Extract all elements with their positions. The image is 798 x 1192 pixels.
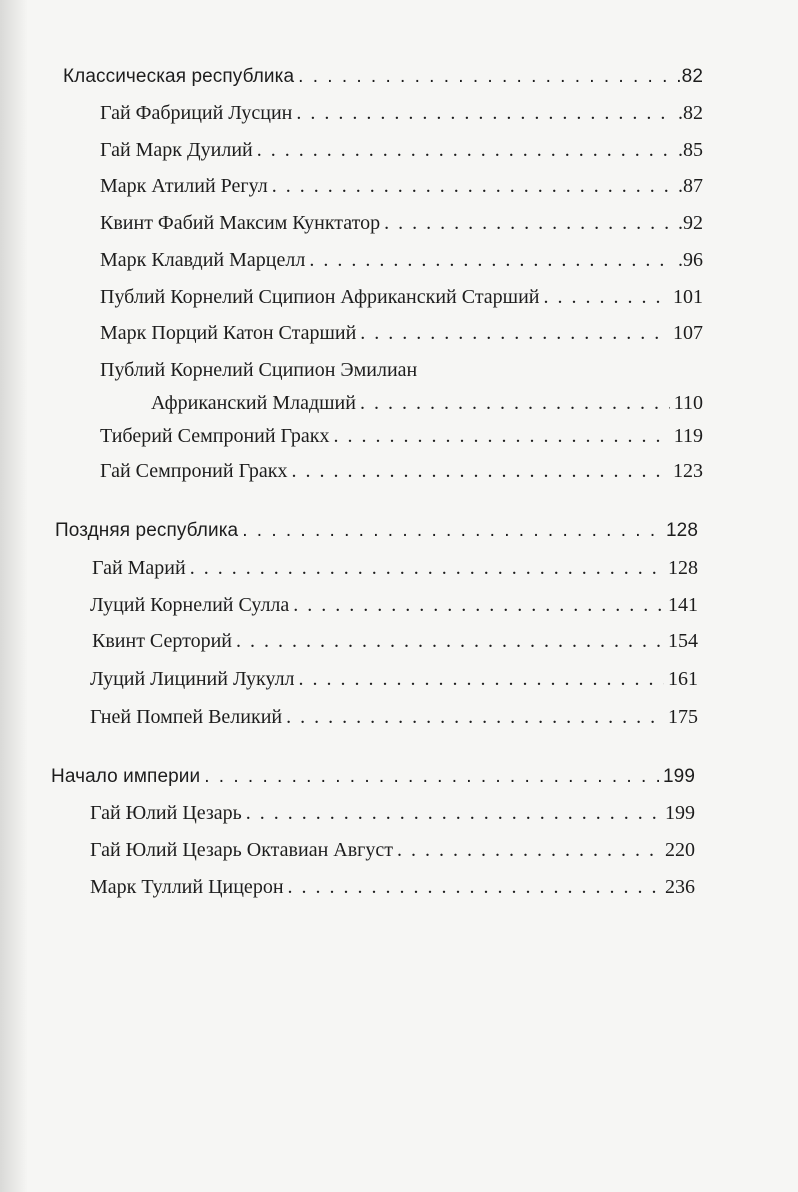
entry-title: Гней Помпей Великий <box>90 706 283 728</box>
entry-title: Гай Семпроний Гракх <box>100 460 288 482</box>
toc-entry[interactable] <box>90 706 698 740</box>
page-number: .96 <box>678 249 703 271</box>
dot-leader <box>257 139 674 162</box>
page-number: 220 <box>665 839 695 861</box>
toc-entry[interactable] <box>100 102 703 136</box>
dot-leader <box>288 876 661 899</box>
entry-title: Публий Корнелий Сципион Африканский Старший <box>100 286 540 308</box>
page-number: .82 <box>676 66 703 87</box>
entry-title: Марк Туллий Цицерон <box>90 876 284 898</box>
dot-leader <box>272 175 674 198</box>
toc-entry[interactable] <box>90 802 695 836</box>
page-number: 107 <box>673 322 703 344</box>
page-number: .85 <box>678 139 703 161</box>
page-number: .82 <box>678 102 703 124</box>
page-number: 175 <box>668 706 698 728</box>
section-title: Классическая республика <box>63 66 295 87</box>
toc-entry[interactable] <box>100 139 703 173</box>
page-number: 161 <box>668 668 698 690</box>
toc-entry[interactable] <box>100 460 703 494</box>
toc-entry[interactable] <box>100 212 703 246</box>
section-title: Поздняя республика <box>55 520 239 541</box>
page-number: 110 <box>673 392 703 414</box>
toc-entry[interactable] <box>92 630 698 664</box>
dot-leader <box>291 460 669 483</box>
toc-entry[interactable] <box>90 594 698 628</box>
toc-section-heading[interactable] <box>51 766 695 800</box>
dot-leader <box>246 802 661 825</box>
dot-leader <box>384 212 674 235</box>
page-number: 128 <box>668 557 698 579</box>
toc-entry[interactable] <box>90 839 695 873</box>
dot-leader <box>544 286 670 309</box>
entry-title: Луций Корнелий Сулла <box>90 594 290 616</box>
dot-leader <box>299 668 664 691</box>
page-number: 199 <box>662 766 695 787</box>
entry-title-line-1[interactable]: Публий Корнелий Сципион Эмилиан <box>100 359 418 381</box>
entry-title: Марк Порций Катон Старший <box>100 322 357 344</box>
entry-title: Тиберий Семпроний Гракх <box>100 425 330 447</box>
dot-leader <box>298 66 672 88</box>
page-number: 141 <box>668 594 698 616</box>
entry-title: Марк Клавдий Марцелл <box>100 249 306 271</box>
dot-leader <box>293 594 664 617</box>
page-number: 123 <box>673 460 703 482</box>
dot-leader <box>286 706 664 729</box>
dot-leader <box>397 839 661 862</box>
toc-entry[interactable] <box>100 249 703 283</box>
dot-leader <box>360 322 669 345</box>
entry-title: Гай Юлий Цезарь Октавиан Август <box>90 839 393 861</box>
toc-entry[interactable] <box>92 557 698 591</box>
dot-leader <box>333 425 669 448</box>
toc-entry[interactable] <box>90 876 695 910</box>
entry-title: Квинт Фабий Максим Кунктатор <box>100 212 381 234</box>
section-title: Начало империи <box>51 766 201 787</box>
entry-title: Гай Юлий Цезарь <box>90 802 242 824</box>
toc-entry[interactable] <box>100 322 703 356</box>
toc-entry[interactable] <box>90 668 698 702</box>
entry-title-line-2: Африканский Младший <box>151 392 356 414</box>
dot-leader <box>309 249 674 272</box>
toc-entry[interactable] <box>151 392 703 426</box>
page-number: 236 <box>665 876 695 898</box>
entry-title: Луций Лициний Лукулл <box>90 668 295 690</box>
page-number: 199 <box>665 802 695 824</box>
page-number: 101 <box>673 286 703 308</box>
page-number: .92 <box>678 212 703 234</box>
toc-entry[interactable] <box>100 425 703 459</box>
page-number: 119 <box>673 425 703 447</box>
dot-leader <box>242 520 662 542</box>
dot-leader <box>236 630 664 653</box>
toc-section-heading[interactable] <box>63 66 703 100</box>
entry-title: Гай Фабриций Лусцин <box>100 102 293 124</box>
dot-leader <box>296 102 674 125</box>
dot-leader <box>190 557 664 580</box>
entry-title: Марк Атилий Регул <box>100 175 268 197</box>
toc-entry[interactable] <box>100 286 703 320</box>
entry-title: Гай Марий <box>92 557 186 579</box>
page-number: 154 <box>668 630 698 652</box>
toc-section-heading[interactable] <box>55 520 698 554</box>
entry-title: Гай Марк Дуилий <box>100 139 253 161</box>
dot-leader <box>360 392 670 415</box>
page-number: 128 <box>665 520 698 541</box>
dot-leader <box>204 766 659 788</box>
toc-entry[interactable] <box>100 175 703 209</box>
page-number: .87 <box>678 175 703 197</box>
entry-title: Квинт Серторий <box>92 630 233 652</box>
